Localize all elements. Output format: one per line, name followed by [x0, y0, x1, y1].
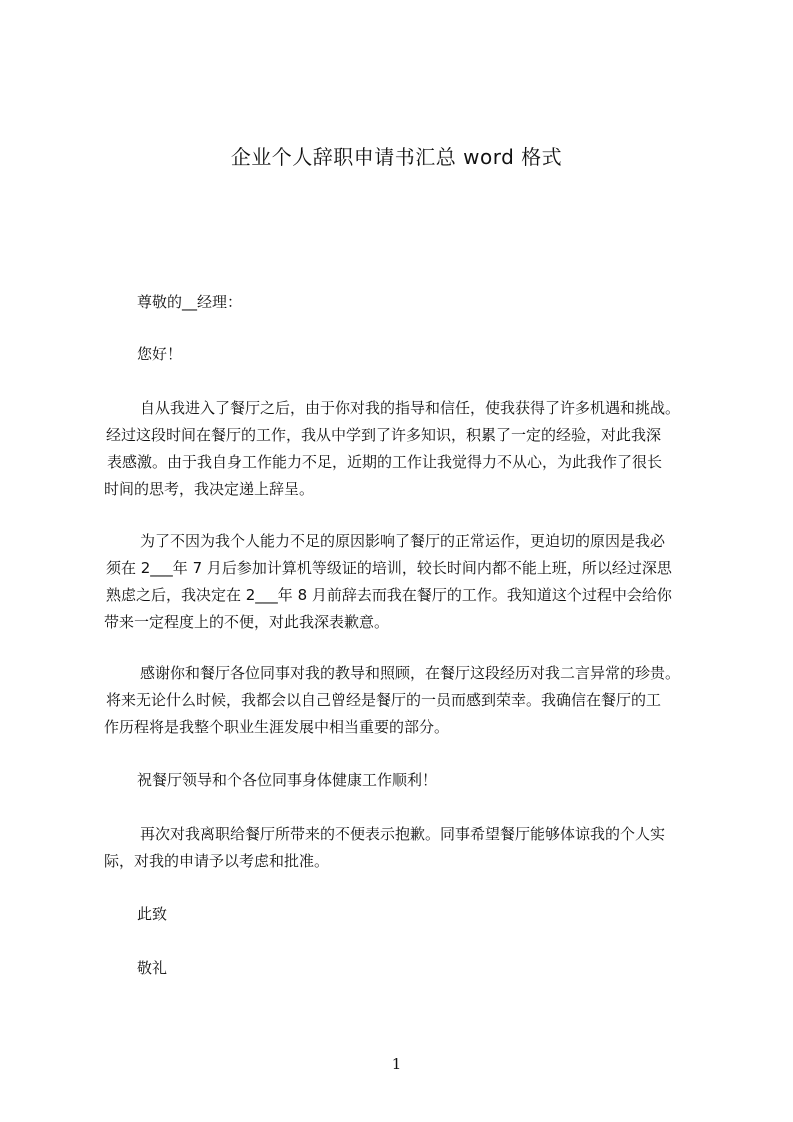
paragraph-1-line-1: 自从我进入了餐厅之后，由于你对我的指导和信任，使我获得了许多机遇和挑战。 — [140, 399, 681, 417]
paragraph-2-line-4: 带来一定程度上的不便，对此我深表歉意。 — [104, 613, 390, 631]
document-title: 企业个人辞职申请书汇总 word 格式 — [230, 145, 563, 169]
page-number: 1 — [391, 1055, 402, 1073]
closing-jingli: 敬礼 — [137, 959, 168, 977]
paragraph-2-line-1: 为了不因为我个人能力不足的原因影响了餐厅的正常运作，更迫切的原因是我必 — [140, 532, 666, 550]
salutation: 尊敬的__经理： — [137, 293, 243, 311]
paragraph-1-line-2: 经过这段时间在餐厅的工作，我从中学到了许多知识，积累了一定的经验，对此我深 — [106, 426, 662, 444]
wish-line: 祝餐厅领导和个各位同事身体健康工作顺利！ — [137, 771, 438, 789]
paragraph-2-line-2: 须在 2___年 7 月后参加计算机等级证的培训，较长时间内都不能上班，所以经过深思 — [106, 559, 672, 577]
greeting: 您好！ — [137, 345, 183, 363]
paragraph-3-line-3: 作历程将是我整个职业生涯发展中相当重要的部分。 — [104, 718, 450, 736]
paragraph-3-line-2: 将来无论什么时候，我都会以自己曾经是餐厅的一员而感到荣幸。我确信在餐厅的工 — [106, 691, 662, 709]
paragraph-3-line-1: 感谢你和餐厅各位同事对我的教导和照顾，在餐厅这段经历对我二言异常的珍贵。 — [140, 664, 681, 682]
paragraph-1-line-3: 表感激。由于我自身工作能力不足，近期的工作让我觉得力不从心，为此我作了很长 — [107, 453, 663, 471]
paragraph-1-line-4: 时间的思考，我决定递上辞呈。 — [104, 480, 315, 498]
paragraph-4-line-2: 际，对我的申请予以考虑和批准。 — [104, 852, 330, 870]
paragraph-2-line-3: 熟虑之后，我决定在 2___年 8 月前辞去而我在餐厅的工作。我知道这个过程中会给你 — [106, 586, 672, 604]
closing-cizhi: 此致 — [137, 905, 168, 923]
paragraph-4-line-1: 再次对我离职给餐厅所带来的不便表示抱歉。同事希望餐厅能够体谅我的个人实 — [140, 825, 666, 843]
